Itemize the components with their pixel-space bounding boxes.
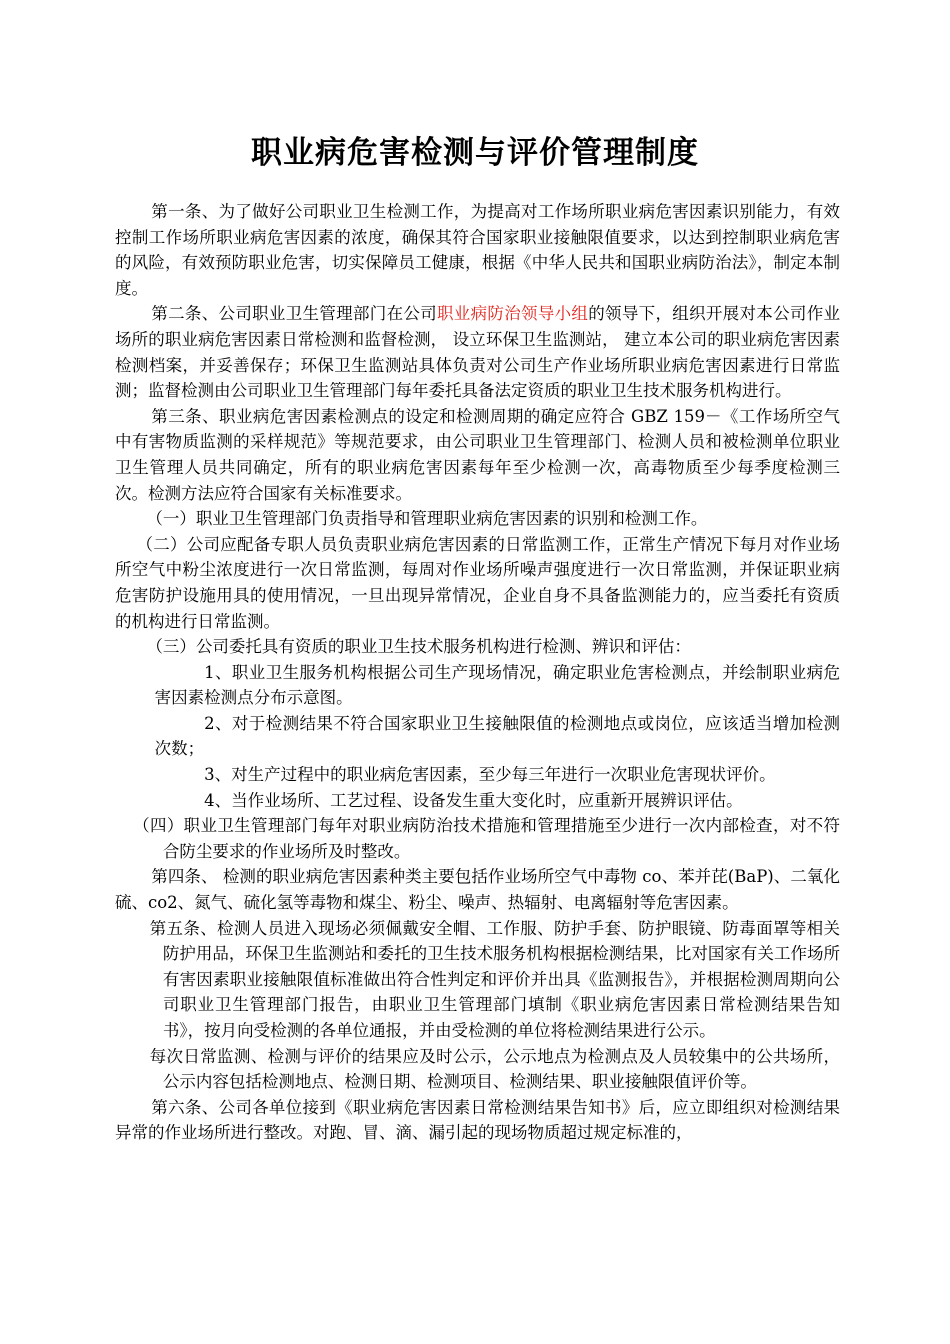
article-5: 第五条、检测人员进入现场必须佩戴安全帽、工作服、防护手套、防护眼镜、防毒面罩等相关防护用品，环保卫生监测站和委托的卫生技术服务机构根据检测结果，比对国家有关工作场所有害因素职业接触限值标准做出符合性判定和评价并出具《监测报告》，并根据检测周期向公司职业卫生管理部门报告，由职业卫生管理部门填制《职业病危害因素日常检测结果告知书》，按月向受检测的各单位通报，并由受检测的单位将检测结果进行公示。 bbox=[149, 918, 840, 1040]
article-2 bbox=[115, 301, 840, 403]
article-6: 第六条、公司各单位接到《职业病危害因素日常检测结果告知书》后，应立即组织对检测结果异常的作业场所进行整改。对跑、冒、滴、漏引起的现场物质超过规定标准的， bbox=[115, 1097, 840, 1143]
document-title: 职业病危害检测与评价管理制度 bbox=[251, 135, 699, 171]
document-body bbox=[115, 199, 840, 1146]
article-2-highlight: 职业病防治领导小组 bbox=[436, 304, 589, 324]
section-4: （四）职业卫生管理部门每年对职业病防治技术措施和管理措施至少进行一次内部检查，对不符合防尘要求的作业场所及时整改。 bbox=[133, 816, 840, 861]
list-item-3: 3、对生产过程中的职业病危害因素，至少每三年进行一次职业危害现状评价。 bbox=[204, 765, 776, 785]
section-2: （二）公司应配备专职人员负责职业病危害因素的日常监测工作，正常生产情况下每月对作业场所空气中粉尘浓度进行一次日常监测，每周对作业场所噪声强度进行一次日常监测，并保证职业病危害防护设施用具的使用情况，一旦出现异常情况，企业自身不具备监测能力的，应当委托有资质的机构进行日常监测。 bbox=[115, 534, 840, 631]
list-item-2: 2、对于检测结果不符合国家职业卫生接触限值的检测地点或岗位，应该适当增加检测次数； bbox=[154, 713, 840, 759]
article-2-text-pre: 第二条、公司职业卫生管理部门在公司 bbox=[151, 304, 437, 324]
article-3: 第三条、职业病危害因素检测点的设定和检测周期的确定应符合 GBZ 159－《工作场所空气中有害物质监测的采样规范》等规范要求，由公司职业卫生管理部门、检测人员和被检测单位职业卫生管理人员共同确定，所有的职业病危害因素每年至少检测一次，高毒物质至少每季度检测三次。检测方法应符合国家有关标准要求。 bbox=[115, 406, 840, 503]
article-4: 第四条、 检测的职业病危害因素种类主要包括作业场所空气中毒物 co、苯并芘(BaP)、二氧化硫、co2、氮气、硫化氢等毒物和煤尘、粉尘、噪声、热辐射、电离辐射等危害因素。 bbox=[115, 867, 840, 913]
article-2-text-post: 的领导下，组织开展对本公司作业场所的职业病危害因素日常检测和监督检测， 设立环保卫生监测站， 建立本公司的职业病危害因素检测档案，并妥善保存；环保卫生监测站具体负责对公司生产作业场所职业病危害因素进行日常监测；监督检测由公司职业卫生管理部门每年委托具备法定资质的职业卫生技术服务机构进行。 bbox=[115, 304, 841, 401]
list-item-4: 4、当作业场所、工艺过程、设备发生重大变化时，应重新开展辨识评估。 bbox=[204, 790, 743, 810]
list-item-1: 1、职业卫生服务机构根据公司生产现场情况，确定职业危害检测点，并绘制职业病危害因素检测点分布示意图。 bbox=[154, 662, 840, 708]
article-5-continuation: 每次日常监测、检测与评价的结果应及时公示，公示地点为检测点及人员较集中的公共场所，公示内容包括检测地点、检测日期、检测项目、检测结果、职业接触限值评价等。 bbox=[149, 1046, 840, 1092]
section-1: （一）职业卫生管理部门负责指导和管理职业病危害因素的识别和检测工作。 bbox=[146, 509, 708, 529]
article-1: 第一条、为了做好公司职业卫生检测工作，为提高对工作场所职业病危害因素识别能力，有效控制工作场所职业病危害因素的浓度，确保其符合国家职业接触限值要求，以达到控制职业病危害的风险，有效预防职业危害，切实保障员工健康，根据《中华人民共和国职业病防治法》，制定本制度。 bbox=[115, 202, 840, 298]
section-3: （三）公司委托具有资质的职业卫生技术服务机构进行检测、辨识和评估： bbox=[146, 637, 691, 657]
